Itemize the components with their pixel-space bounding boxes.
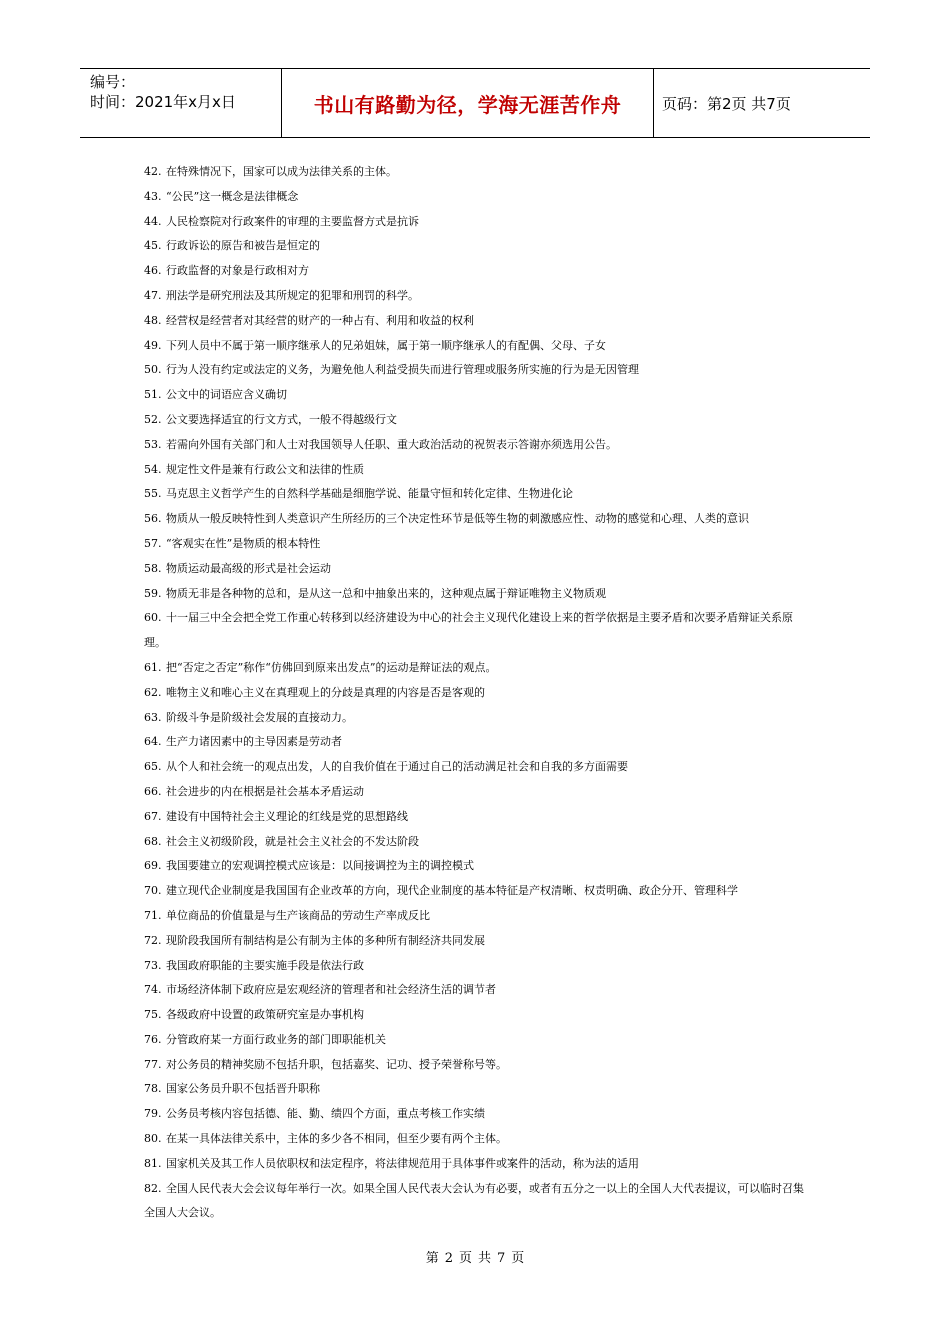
list-item	[144, 1152, 810, 1177]
list-item	[144, 755, 810, 780]
page-header	[80, 68, 870, 138]
item-number: 82.	[144, 1181, 162, 1195]
list-item	[144, 1077, 810, 1102]
list-item	[144, 309, 810, 334]
list-item	[144, 681, 810, 706]
item-number: 67.	[144, 809, 162, 823]
page-code: 页码：第2页 共7页	[662, 94, 791, 113]
list-item	[144, 730, 810, 755]
list-item	[144, 954, 810, 979]
item-text: 分管政府某一方面行政业务的部门即职能机关	[166, 1032, 386, 1046]
item-number: 53.	[144, 437, 162, 451]
item-number: 44.	[144, 214, 162, 228]
item-number: 81.	[144, 1156, 162, 1170]
item-text: 在某一具体法律关系中，主体的多少各不相同，但至少要有两个主体。	[166, 1132, 507, 1146]
item-text: 现阶段我国所有制结构是公有制为主体的多种所有制经济共同发展	[166, 933, 485, 947]
item-number: 64.	[144, 735, 162, 749]
list-item	[144, 1127, 810, 1152]
time-label: 时间：2021年x月x日	[90, 93, 236, 111]
item-text: 国家机关及其工作人员依职权和法定程序，将法律规范用于具体事件或案件的活动，称为法的适用	[166, 1156, 639, 1170]
item-number: 74.	[144, 983, 162, 997]
list-item	[144, 706, 810, 731]
list-item	[144, 904, 810, 929]
header-motto-cell	[282, 69, 654, 137]
serial-label: 编号：	[90, 73, 136, 91]
list-item	[144, 532, 810, 557]
item-number: 63.	[144, 710, 162, 724]
footer-ye-2: 页	[511, 1251, 525, 1266]
item-text: 建立现代企业制度是我国国有企业改革的方向，现代企业制度的基本特征是产权清晰、权责明确、政企分开、管理科学	[166, 884, 738, 898]
item-text: 市场经济体制下政府应是宏观经济的管理者和社会经济生活的调节者	[166, 983, 496, 997]
item-text: 公文中的词语应含义确切	[166, 388, 287, 402]
list-item	[144, 1053, 810, 1078]
list-item	[144, 433, 810, 458]
item-number: 48.	[144, 313, 162, 327]
list-item	[144, 358, 810, 383]
item-number: 47.	[144, 288, 162, 302]
list-item	[144, 830, 810, 855]
item-text: 从个人和社会统一的观点出发，人的自我价值在于通过自己的活动满足社会和自我的多方面需要	[166, 760, 628, 774]
item-number: 70.	[144, 884, 162, 898]
item-number: 66.	[144, 784, 162, 798]
page-footer	[0, 1247, 950, 1266]
item-number: 73.	[144, 958, 162, 972]
item-number: 42.	[144, 165, 162, 178]
item-text: 我国要建立的宏观调控模式应该是：以间接调控为主的调控模式	[166, 859, 474, 873]
item-text: 国家公务员升职不包括晋升职称	[166, 1082, 320, 1096]
list-item	[144, 978, 810, 1003]
item-number: 43.	[144, 189, 162, 203]
list-item	[144, 1003, 810, 1028]
list-item	[144, 234, 810, 259]
item-number: 54.	[144, 462, 162, 476]
item-text: 规定性文件是兼有行政公文和法律的性质	[166, 462, 364, 476]
list-item	[144, 210, 810, 235]
item-text: 马克思主义哲学产生的自然科学基础是细胞学说、能量守恒和转化定律、生物进化论	[166, 487, 573, 501]
item-text: 行为人没有约定或法定的义务，为避免他人利益受损失而进行管理或服务所实施的行为是无因管理	[166, 363, 639, 377]
item-text: 人民检察院对行政案件的审理的主要监督方式是抗诉	[166, 214, 419, 228]
footer-page-number: 2	[444, 1251, 453, 1266]
item-text: “客观实在性”是物质的根本特性	[166, 536, 321, 550]
item-text: 社会进步的内在根据是社会基本矛盾运动	[166, 784, 364, 798]
header-page-code-cell	[654, 69, 870, 137]
item-number: 56.	[144, 512, 162, 526]
item-number: 60.	[144, 611, 162, 625]
footer-total-pages: 7	[497, 1251, 506, 1266]
item-text: 公务员考核内容包括德、能、勤、绩四个方面，重点考核工作实绩	[166, 1107, 485, 1121]
item-text: 公文要选择适宜的行文方式，一般不得越级行文	[166, 412, 397, 426]
item-number: 78.	[144, 1082, 162, 1096]
list-item	[144, 507, 810, 532]
footer-gong: 共	[478, 1251, 492, 1266]
list-item	[144, 606, 810, 656]
item-number: 49.	[144, 338, 162, 352]
list-item	[144, 656, 810, 681]
item-number: 77.	[144, 1057, 162, 1071]
list-item	[144, 582, 810, 607]
item-number: 62.	[144, 685, 162, 699]
list-item	[144, 334, 810, 359]
list-item	[144, 854, 810, 879]
item-text: 若需向外国有关部门和人士对我国领导人任职、重大政治活动的祝贺表示答谢亦须选用公告。	[166, 437, 617, 451]
list-item	[144, 284, 810, 309]
list-item	[144, 408, 810, 433]
item-number: 68.	[144, 834, 162, 848]
item-number: 57.	[144, 536, 162, 550]
item-number: 71.	[144, 908, 162, 922]
list-item	[144, 780, 810, 805]
list-item	[144, 1177, 810, 1227]
footer-di: 第	[425, 1251, 439, 1266]
item-text: 我国政府职能的主要实施手段是依法行政	[166, 958, 364, 972]
header-meta	[80, 69, 282, 137]
item-number: 69.	[144, 859, 162, 873]
item-number: 76.	[144, 1032, 162, 1046]
motto: 书山有路勤为径，学海无涯苦作舟	[313, 92, 622, 117]
item-number: 79.	[144, 1107, 162, 1121]
item-number: 45.	[144, 239, 162, 253]
item-text: 单位商品的价值量是与生产该商品的劳动生产率成反比	[166, 908, 430, 922]
item-number: 46.	[144, 264, 162, 278]
footer-ye: 页	[458, 1251, 472, 1266]
item-text: 物质运动最高级的形式是社会运动	[166, 561, 331, 575]
item-text: 下列人员中不属于第一顺序继承人的兄弟姐妹，属于第一顺序继承人的有配偶、父母、子女	[166, 338, 606, 352]
item-number: 52.	[144, 412, 162, 426]
list-item	[144, 1102, 810, 1127]
item-text: 建设有中国特社会主义理论的红线是党的思想路线	[166, 809, 408, 823]
list-item	[144, 805, 810, 830]
item-number: 58.	[144, 561, 162, 575]
item-text: 社会主义初级阶段，就是社会主义社会的不发达阶段	[166, 834, 419, 848]
item-text: “公民”这一概念是法律概念	[166, 189, 299, 203]
item-text: 阶级斗争是阶级社会发展的直接动力。	[166, 710, 353, 724]
list-item	[144, 259, 810, 284]
item-text: 生产力诸因素中的主导因素是劳动者	[166, 735, 342, 749]
item-number: 72.	[144, 933, 162, 947]
list-item	[144, 482, 810, 507]
item-text: 全国人民代表大会会议每年举行一次。如果全国人民代表大会认为有必要，或者有五分之一以上的全国人大代表提议，可以临时召集全国人大会议。	[144, 1181, 804, 1220]
item-text: 刑法学是研究刑法及其所规定的犯罪和刑罚的科学。	[166, 288, 419, 302]
list-item	[144, 160, 810, 185]
item-number: 75.	[144, 1008, 162, 1022]
list-item	[144, 383, 810, 408]
item-text: 唯物主义和唯心主义在真理观上的分歧是真理的内容是否是客观的	[166, 685, 485, 699]
item-text: 对公务员的精神奖励不包括升职，包括嘉奖、记功、授予荣誉称号等。	[166, 1057, 507, 1071]
list-item	[144, 557, 810, 582]
question-list	[144, 160, 810, 1226]
item-number: 51.	[144, 388, 162, 402]
item-text: 在特殊情况下，国家可以成为法律关系的主体。	[166, 165, 397, 178]
item-text: 行政诉讼的原告和被告是恒定的	[166, 239, 320, 253]
item-number: 80.	[144, 1132, 162, 1146]
list-item	[144, 185, 810, 210]
item-text: 各级政府中设置的政策研究室是办事机构	[166, 1008, 364, 1022]
list-item	[144, 929, 810, 954]
item-text: 行政监督的对象是行政相对方	[166, 264, 309, 278]
item-number: 65.	[144, 760, 162, 774]
item-text: 把“否定之否定”称作“仿佛回到原来出发点”的运动是辩证法的观点。	[166, 660, 497, 674]
item-text: 物质从一般反映特性到人类意识产生所经历的三个决定性环节是低等生物的刺激感应性、动物的感觉和心理、人类的意识	[166, 512, 749, 526]
list-item	[144, 879, 810, 904]
list-item	[144, 458, 810, 483]
item-text: 经营权是经营者对其经营的财产的一种占有、利用和收益的权利	[166, 313, 474, 327]
item-text: 物质无非是各种物的总和，是从这一总和中抽象出来的，这种观点属于辩证唯物主义物质观	[166, 586, 606, 600]
item-number: 59.	[144, 586, 162, 600]
item-number: 55.	[144, 487, 162, 501]
item-number: 61.	[144, 660, 162, 674]
item-number: 50.	[144, 363, 162, 377]
list-item	[144, 1028, 810, 1053]
item-text: 十一届三中全会把全党工作重心转移到以经济建设为中心的社会主义现代化建设上来的哲学依据是主要矛盾和次要矛盾辩证关系原理。	[144, 611, 793, 650]
